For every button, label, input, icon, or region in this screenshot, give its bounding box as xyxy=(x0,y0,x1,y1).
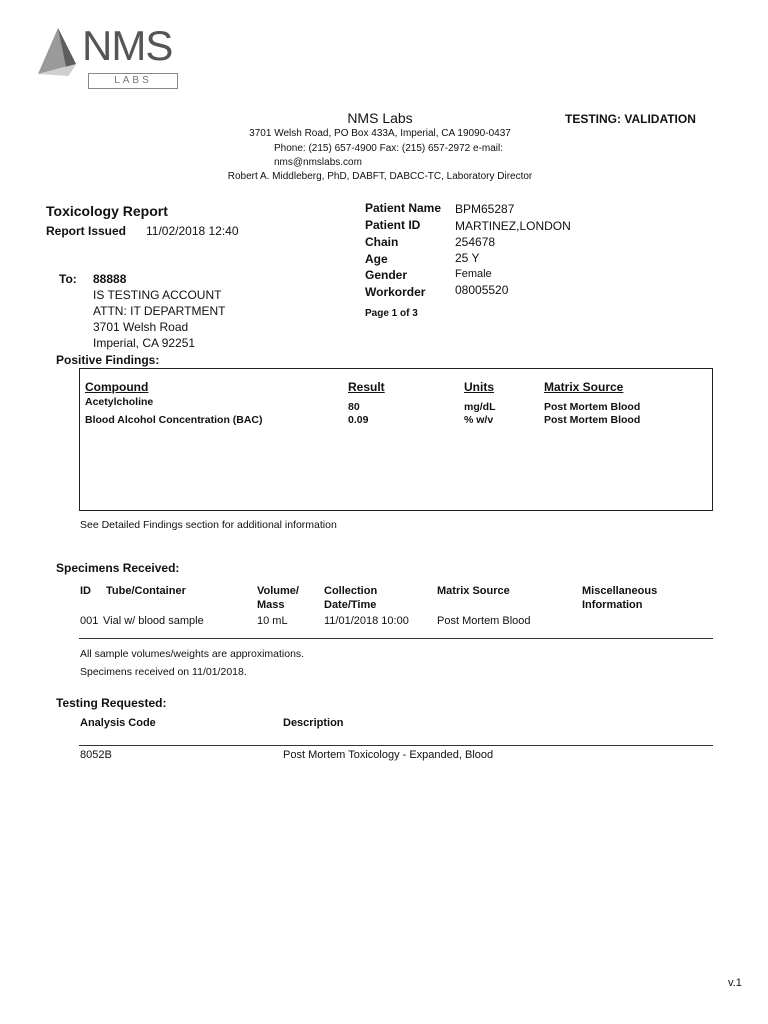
finding-compound: Acetylcholine xyxy=(85,396,154,408)
to-label: To: xyxy=(59,272,77,286)
analysis-code: 8052B xyxy=(80,749,112,761)
col-id: ID xyxy=(80,585,91,597)
col-misc-info: Miscellaneous Information xyxy=(582,585,658,611)
finding-compound: Blood Alcohol Concentration (BAC) xyxy=(85,414,263,426)
col-description: Description xyxy=(283,717,344,729)
address-line: ATTN: IT DEPARTMENT xyxy=(93,304,226,318)
lab-address: 3701 Welsh Road, PO Box 433A, Imperial, CA 19090-0437 xyxy=(249,128,511,139)
analysis-description: Post Mortem Toxicology - Expanded, Blood xyxy=(283,749,494,761)
page-number: Page 1 of 3 xyxy=(365,308,418,319)
positive-findings-heading: Positive Findings: xyxy=(56,353,160,367)
gender-label: Gender xyxy=(365,268,408,282)
logo-wordmark: NMS xyxy=(82,22,173,69)
finding-result: 80 xyxy=(348,401,360,413)
col-compound: Compound xyxy=(85,380,149,394)
specimens-heading: Specimens Received: xyxy=(56,561,180,575)
report-issued-label: Report Issued xyxy=(46,224,127,238)
lab-email: nms@nmslabs.com xyxy=(274,157,362,168)
detailed-findings-note: See Detailed Findings section for additional information xyxy=(80,519,337,531)
chain-label: Chain xyxy=(365,235,399,249)
lab-director: Robert A. Middleberg, PhD, DABFT, DABCC-TC, Laboratory Director xyxy=(227,171,533,182)
patient-id-label: Patient ID xyxy=(365,218,421,232)
lab-phone-fax: Phone: (215) 657-4900 Fax: (215) 657-2972 e-mail: xyxy=(274,143,504,154)
logo-subtitle: LABS xyxy=(88,73,178,89)
report-title: Toxicology Report xyxy=(46,203,168,219)
col-analysis-code: Analysis Code xyxy=(80,717,156,729)
specimen-note: Specimens received on 11/01/2018. xyxy=(80,666,247,678)
specimens-divider xyxy=(79,638,713,639)
finding-matrix: Post Mortem Blood xyxy=(544,414,641,426)
testing-divider xyxy=(79,745,713,746)
col-collection-datetime: Collection Date/Time xyxy=(324,585,378,611)
specimen-note: All sample volumes/weights are approximations. xyxy=(80,648,305,660)
lab-name: NMS Labs xyxy=(347,110,413,126)
finding-units: mg/dL xyxy=(464,401,496,413)
version-label: v.1 xyxy=(728,977,742,989)
workorder-value: 08005520 xyxy=(455,283,509,297)
col-tube-container: Tube/Container xyxy=(106,585,186,597)
report-issued-value: 11/02/2018 12:40 xyxy=(146,224,239,238)
chain-value: 254678 xyxy=(455,235,496,249)
patient-name-value: BPM65287 xyxy=(455,202,515,216)
col-units: Units xyxy=(464,380,494,394)
workorder-label: Workorder xyxy=(365,285,426,299)
nms-labs-logo xyxy=(38,22,188,92)
age-value: 25 Y xyxy=(455,251,480,265)
address-line: 3701 Welsh Road xyxy=(93,320,189,334)
col-specimen-matrix: Matrix Source xyxy=(437,585,510,597)
address-line: Imperial, CA 92251 xyxy=(93,336,196,350)
testing-requested-heading: Testing Requested: xyxy=(56,696,167,710)
address-line: IS TESTING ACCOUNT xyxy=(93,288,222,302)
finding-result: 0.09 xyxy=(348,414,369,426)
col-matrix-source: Matrix Source xyxy=(544,380,624,394)
specimen-matrix: Post Mortem Blood xyxy=(437,615,531,627)
age-label: Age xyxy=(365,252,388,266)
specimen-volume: 10 mL xyxy=(257,615,288,627)
col-volume-mass: Volume/ Mass xyxy=(257,585,299,611)
patient-name-label: Patient Name xyxy=(365,201,442,215)
account-number: 88888 xyxy=(93,272,127,286)
patient-id-value: MARTINEZ,LONDON xyxy=(455,219,571,233)
testing-validation-badge: TESTING: VALIDATION xyxy=(565,112,696,126)
finding-matrix: Post Mortem Blood xyxy=(544,401,641,413)
gender-value: Female xyxy=(455,268,492,280)
specimen-collection: 11/01/2018 10:00 xyxy=(324,615,409,627)
col-result: Result xyxy=(348,380,385,394)
finding-units: % w/v xyxy=(464,414,494,426)
specimen-id: 001 xyxy=(80,615,99,627)
specimen-tube: Vial w/ blood sample xyxy=(103,615,204,627)
